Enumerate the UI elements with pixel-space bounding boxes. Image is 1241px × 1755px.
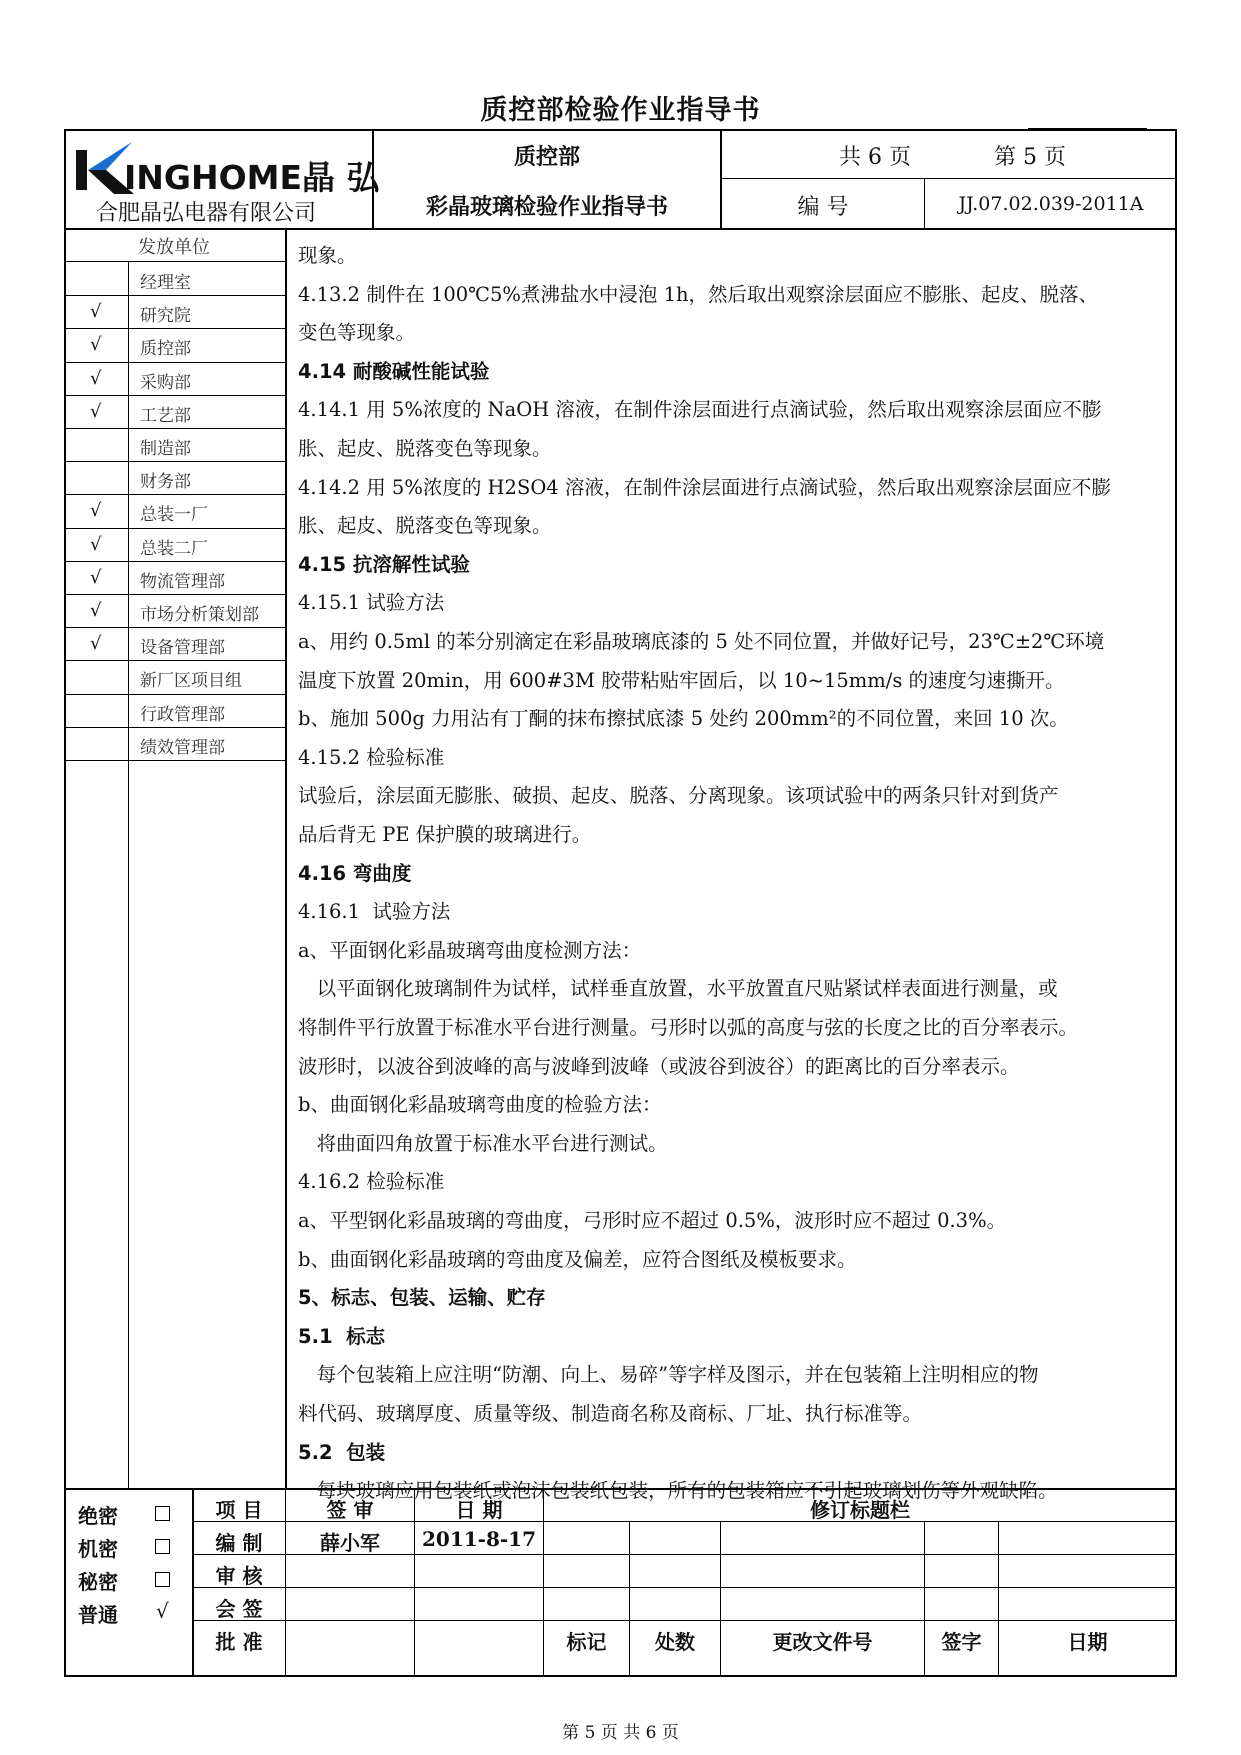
row-countersign: 会 签 <box>215 1597 263 1621</box>
row-compile-sign: 薛小军 <box>320 1531 380 1555</box>
distribution-item: 制造部 <box>140 439 191 459</box>
col-date-header: 日 期 <box>455 1498 503 1522</box>
distribution-check: √ <box>90 600 102 621</box>
distribution-check: √ <box>90 533 102 555</box>
distribution-item: 研究院 <box>140 306 191 327</box>
rev-col-mark: 标记 <box>566 1630 607 1654</box>
distribution-item: 财务部 <box>140 472 191 493</box>
content-line: 4.15.2 检验标准 <box>298 745 445 769</box>
section-heading: 4.14 耐酸碱性能试验 <box>298 359 490 383</box>
distribution-item: 新厂区项目组 <box>140 671 242 692</box>
classification-label: 机密 <box>78 1537 118 1561</box>
content-line: 变色等现象。 <box>298 321 416 345</box>
classification-label: 秘密 <box>78 1570 118 1594</box>
classification-checkmark: √ <box>156 1599 169 1623</box>
header-doc-name: 彩晶玻璃检验作业指导书 <box>425 195 668 220</box>
content-line: 将曲面四角放置于标准水平台进行测试。 <box>298 1131 668 1155</box>
content-line: 品后背无 PE 保护膜的玻璃进行。 <box>298 823 592 846</box>
content-line: 4.16.1 试验方法 <box>298 900 451 924</box>
row-review: 审 核 <box>215 1564 263 1588</box>
logo-text: INGHOME晶 弘 <box>124 158 380 197</box>
content-line: 以平面钢化玻璃制件为试样，试样垂直放置，水平放置直尺贴紧试样表面进行测量，或 <box>298 977 1058 1001</box>
content-line: 现象。 <box>298 244 357 267</box>
content-line: 4.16.2 检验标准 <box>298 1170 445 1194</box>
rev-col-file: 更改文件号 <box>772 1630 873 1654</box>
page-number: 第 5 页 <box>994 145 1066 170</box>
total-pages: 共 6 页 <box>839 145 911 170</box>
content-line: a、用约 0.5ml 的苯分别滴定在彩晶玻璃底漆的 5 处不同位置，并做好记号，23℃±2℃环境 <box>298 630 1105 653</box>
content-line: 胀、起皮、脱落变色等现象。 <box>298 514 552 538</box>
content-line: 4.13.2 制件在 100℃5%煮沸盐水中浸泡 1h，然后取出观察涂层面应不膨胀、起皮、脱落、 <box>298 282 1099 306</box>
distribution-item: 总装二厂 <box>140 538 208 559</box>
distribution-item: 市场分析策划部 <box>140 605 259 625</box>
classification-label: 绝密 <box>78 1504 118 1528</box>
classification-label: 普通 <box>78 1603 118 1627</box>
content-line: b、施加 500g 力用沾有丁酮的抹布擦拭底漆 5 处约 200mm²的不同位置，来回 10 次。 <box>298 707 1069 731</box>
content-line: 4.15.1 试验方法 <box>298 591 445 615</box>
page-footer: 第 5 页 共 6 页 <box>562 1723 679 1743</box>
classification-checkbox[interactable] <box>155 1572 170 1587</box>
header-department: 质控部 <box>513 145 580 170</box>
section-heading: 4.16 弯曲度 <box>298 861 412 885</box>
section-heading: 4.15 抗溶解性试验 <box>298 552 470 576</box>
content-line: 每块玻璃应用包装纸或泡沫包装纸包装，所有的包装箱应不引起玻璃划伤等外观缺陷。 <box>298 1479 1058 1503</box>
distribution-check: √ <box>90 566 102 588</box>
distribution-check: √ <box>90 400 102 422</box>
content-line: 4.14.1 用 5%浓度的 NaOH 溶液，在制件涂层面进行点滴试验，然后取出观察涂层面应不膨 <box>298 398 1102 422</box>
page-title: 质控部检验作业指导书 <box>480 95 761 126</box>
content-line: 料代码、玻璃厚度、质量等级、制造商名称及商标、厂址、执行标准等。 <box>298 1402 923 1425</box>
content-line: 将制件平行放置于标准水平台进行测量。弓形时以弧的高度与弦的长度之比的百分率表示。 <box>298 1016 1079 1039</box>
col-sign-header: 签 审 <box>326 1498 374 1522</box>
distribution-item: 采购部 <box>140 372 191 393</box>
revision-title: 修订标题栏 <box>810 1498 910 1522</box>
content-line: 4.14.2 用 5%浓度的 H2SO4 溶液，在制件涂层面进行点滴试验，然后取出观察涂层面应不膨 <box>298 475 1111 499</box>
distribution-item: 绩效管理部 <box>140 737 225 758</box>
content-line: b、曲面钢化彩晶玻璃弯曲度的检验方法： <box>298 1093 662 1117</box>
code-value: JJ.07.02.039-2011A <box>958 193 1144 215</box>
content-line: b、曲面钢化彩晶玻璃的弯曲度及偏差，应符合图纸及模板要求。 <box>298 1247 857 1271</box>
rev-col-signature: 签字 <box>941 1630 982 1654</box>
distribution-check: √ <box>90 367 102 389</box>
distribution-item: 物流管理部 <box>140 571 225 592</box>
content-line: 波形时，以波谷到波峰的高与波峰到波峰（或波谷到波谷）的距离比的百分率表示。 <box>298 1054 1020 1078</box>
content-line: 试验后，涂层面无膨胀、破损、起皮、脱落、分离现象。该项试验中的两条只针对到货产 <box>298 784 1059 808</box>
section-heading: 5.1 标志 <box>298 1324 386 1348</box>
content-line: 温度下放置 20min，用 600#3M 胶带粘贴牢固后，以 10~15mm/s 的速度匀速撕开。 <box>298 668 1065 692</box>
distribution-item: 工艺部 <box>140 405 191 426</box>
row-approve: 批 准 <box>215 1630 263 1654</box>
section-heading: 5、标志、包装、运输、贮存 <box>298 1286 546 1310</box>
section-heading: 5.2 包装 <box>298 1440 386 1464</box>
distribution-item: 设备管理部 <box>140 638 225 659</box>
col-item-header: 项 目 <box>215 1498 263 1522</box>
rev-col-date: 日期 <box>1067 1630 1108 1654</box>
distribution-item: 经理室 <box>140 273 191 293</box>
distribution-check: √ <box>90 633 102 655</box>
distribution-check: √ <box>90 301 102 323</box>
company-name: 合肥晶弘电器有限公司 <box>96 201 317 226</box>
rev-col-count: 处数 <box>655 1630 695 1654</box>
distribution-check: √ <box>90 334 102 356</box>
content-line: 胀、起皮、脱落变色等现象。 <box>298 437 552 460</box>
content-line: a、平面钢化彩晶玻璃弯曲度检测方法： <box>298 938 642 962</box>
code-label: 编 号 <box>797 195 849 220</box>
row-compile-date: 2011-8-17 <box>421 1527 536 1551</box>
content-line: 每个包装箱上应注明“防潮、向上、易碎”等字样及图示，并在包装箱上注明相应的物 <box>298 1363 1039 1387</box>
distribution-title: 发放单位 <box>138 237 210 258</box>
distribution-check: √ <box>90 500 102 522</box>
distribution-item: 行政管理部 <box>140 704 225 725</box>
content-line: a、平型钢化彩晶玻璃的弯曲度，弓形时应不超过 0.5%，波形时应不超过 0.3%。 <box>298 1209 1007 1232</box>
classification-checkbox[interactable] <box>155 1506 170 1521</box>
classification-checkbox[interactable] <box>155 1539 170 1554</box>
row-compile: 编 制 <box>215 1531 263 1555</box>
distribution-item: 质控部 <box>140 339 191 360</box>
distribution-item: 总装一厂 <box>140 505 208 526</box>
